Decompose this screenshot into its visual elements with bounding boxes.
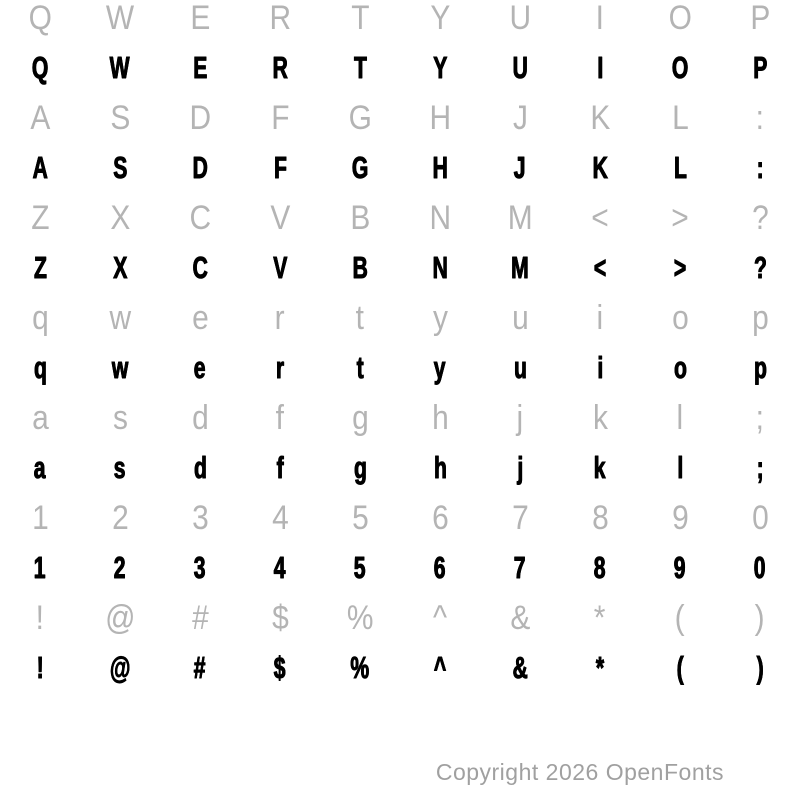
display-glyph-row [0,343,800,393]
display-glyph: 5 [354,550,366,585]
reference-glyph: u [511,298,529,337]
glyph-cell [0,93,80,143]
glyph-cell [240,393,320,443]
glyph-cell [160,493,240,543]
glyph-cell [80,393,160,443]
reference-glyph: 7 [511,498,529,537]
display-glyph: k [594,450,606,485]
display-glyph: T [353,50,367,85]
glyph-cell [160,43,240,93]
glyph-cell [400,393,480,443]
display-glyph: 8 [594,550,606,585]
glyph-cell [400,643,480,693]
reference-glyph-row [0,593,800,643]
glyph-cell [720,0,800,43]
glyph-cell [720,243,800,293]
glyph-cell [720,543,800,593]
reference-glyph: g [351,398,369,437]
reference-glyph: G [348,98,372,137]
display-glyph: E [192,50,208,85]
display-glyph: & [512,650,528,685]
reference-glyph: W [105,0,135,37]
reference-glyph-row [0,93,800,143]
display-glyph: Y [432,50,448,85]
glyph-cell [320,393,400,443]
glyph-cell [560,643,640,693]
reference-glyph: : [755,98,765,137]
glyph-cell [560,293,640,343]
display-glyph: J [514,150,526,185]
reference-glyph: O [668,0,692,37]
reference-glyph: y [432,298,448,337]
display-glyph: d [193,450,207,485]
reference-glyph: 8 [591,498,609,537]
glyph-cell [320,293,400,343]
display-glyph: a [34,450,46,485]
glyph-cell [640,393,720,443]
glyph-cell [560,393,640,443]
glyph-cell [480,293,560,343]
display-glyph: # [194,650,206,685]
glyph-cell [720,43,800,93]
glyph-cell [480,393,560,443]
glyph-cell [0,0,80,43]
glyph-cell [0,143,80,193]
display-glyph-row [0,443,800,493]
display-glyph: $ [274,650,286,685]
reference-glyph: X [110,198,130,237]
reference-glyph: 0 [751,498,769,537]
glyph-cell [80,43,160,93]
glyph-cell [560,43,640,93]
glyph-cell [240,293,320,343]
glyph-cell [640,543,720,593]
reference-glyph: K [590,98,610,137]
glyph-cell [320,193,400,243]
display-glyph: K [592,150,608,185]
display-glyph: F [273,150,287,185]
reference-glyph-row [0,0,800,43]
glyph-cell [640,93,720,143]
glyph-cell [320,543,400,593]
reference-glyph: 9 [671,498,689,537]
copyright-notice: Copyright 2026 OpenFonts [435,759,724,785]
glyph-cell [720,93,800,143]
reference-glyph: Z [30,198,50,237]
reference-glyph: U [509,0,531,37]
glyph-cell [240,243,320,293]
glyph-cell [80,143,160,193]
glyph-cell [320,493,400,543]
glyph-cell [640,143,720,193]
glyph-cell [480,143,560,193]
display-glyph: V [272,250,288,285]
glyph-cell [640,193,720,243]
glyph-cell [320,443,400,493]
reference-glyph: q [31,298,49,337]
display-glyph: 0 [754,550,766,585]
glyph-cell [240,0,320,43]
glyph-cell [80,443,160,493]
glyph-cell [560,443,640,493]
glyph-cell [560,343,640,393]
glyph-cell [0,493,80,543]
reference-glyph: I [595,0,605,37]
reference-glyph: 3 [191,498,209,537]
reference-glyph: > [671,198,689,237]
glyph-cell [720,593,800,643]
reference-glyph-row [0,493,800,543]
reference-glyph: A [30,98,50,137]
reference-glyph: k [592,398,608,437]
reference-glyph: l [676,398,684,437]
display-glyph: * [595,650,605,685]
display-glyph: q [33,350,47,385]
display-glyph: O [671,50,689,85]
glyph-cell [160,293,240,343]
glyph-cell [640,43,720,93]
glyph-cell [80,343,160,393]
display-glyph: ? [753,250,767,285]
display-glyph: A [32,150,48,185]
glyph-cell [640,343,720,393]
reference-glyph: i [596,298,604,337]
glyph-cell [480,193,560,243]
glyph-cell [240,143,320,193]
glyph-cell [480,43,560,93]
display-glyph: U [512,50,528,85]
glyph-cell [240,93,320,143]
reference-glyph: < [591,198,609,237]
glyph-cell [560,93,640,143]
glyph-cell [160,643,240,693]
glyph-cell [240,543,320,593]
glyph-cell [0,643,80,693]
display-glyph: o [673,350,687,385]
glyph-cell [720,193,800,243]
glyph-cell [640,593,720,643]
glyph-cell [560,193,640,243]
glyph-cell [640,0,720,43]
reference-glyph: ? [751,198,769,237]
reference-glyph: B [350,198,370,237]
glyph-cell [480,93,560,143]
reference-glyph: F [270,98,290,137]
glyph-cell [480,643,560,693]
glyph-cell [80,543,160,593]
display-glyph: 7 [514,550,526,585]
reference-glyph: T [350,0,370,37]
display-glyph: s [114,450,126,485]
glyph-cell [480,243,560,293]
reference-glyph: d [191,398,209,437]
glyph-cell [160,543,240,593]
display-glyph: ; [756,450,764,485]
glyph-cell [320,243,400,293]
display-glyph: C [192,250,208,285]
reference-glyph-row [0,393,800,443]
glyph-cell [0,193,80,243]
reference-glyph: & [510,598,530,637]
display-glyph: u [513,350,527,385]
reference-glyph: $ [271,598,289,637]
glyph-cell [400,193,480,243]
reference-glyph: H [429,98,451,137]
glyph-cell [400,243,480,293]
display-glyph: > [673,250,687,285]
display-glyph: g [353,450,367,485]
glyph-cell [160,243,240,293]
glyph-cell [80,193,160,243]
glyph-cell [400,0,480,43]
reference-glyph: a [31,398,49,437]
glyph-cell [720,643,800,693]
glyph-cell [0,593,80,643]
display-glyph: D [192,150,208,185]
reference-glyph: Y [430,0,450,37]
glyph-cell [240,493,320,543]
glyph-cell [640,443,720,493]
reference-glyph: P [750,0,770,37]
display-glyph: Z [33,250,47,285]
glyph-cell [160,143,240,193]
reference-glyph: N [429,198,451,237]
display-glyph: X [112,250,128,285]
reference-glyph: 4 [271,498,289,537]
glyph-cell [640,643,720,693]
display-glyph: 6 [434,550,446,585]
reference-glyph: J [512,98,528,137]
glyph-cell [80,93,160,143]
glyph-cell [320,343,400,393]
reference-glyph: r [275,298,285,337]
glyph-cell [400,343,480,393]
reference-glyph: s [112,398,128,437]
glyph-cell [240,193,320,243]
reference-glyph: ( [675,598,685,637]
reference-glyph: 1 [31,498,49,537]
reference-glyph: ^ [432,598,448,637]
display-glyph: W [110,50,130,85]
glyph-cell [0,343,80,393]
glyph-cell [720,293,800,343]
display-glyph: : [756,150,764,185]
reference-glyph: e [191,298,209,337]
reference-glyph: 2 [111,498,129,537]
glyph-cell [640,493,720,543]
display-glyph: ^ [433,650,447,685]
reference-glyph: * [594,598,606,637]
glyph-cell [400,593,480,643]
glyph-cell [320,0,400,43]
display-glyph: % [350,650,370,685]
display-glyph-row [0,43,800,93]
display-glyph: i [597,350,603,385]
glyph-cell [720,443,800,493]
glyph-cell [480,593,560,643]
reference-glyph: @ [104,598,136,637]
glyph-cell [560,493,640,543]
glyph-cell [560,243,640,293]
glyph-cell [160,593,240,643]
display-glyph-row [0,143,800,193]
glyph-cell [560,0,640,43]
glyph-cell [400,493,480,543]
glyph-cell [320,593,400,643]
glyph-cell [560,593,640,643]
reference-glyph: R [269,0,291,37]
display-glyph: y [434,350,446,385]
display-glyph: l [677,450,683,485]
reference-glyph: Q [28,0,52,37]
reference-glyph-row [0,293,800,343]
reference-glyph: S [110,98,130,137]
glyph-cell [0,543,80,593]
reference-glyph: % [346,598,374,637]
glyph-cell [160,443,240,493]
display-glyph: ! [36,650,44,685]
reference-glyph: 6 [431,498,449,537]
glyph-cell [320,43,400,93]
glyph-cell [400,293,480,343]
display-glyph-row [0,543,800,593]
display-glyph: 4 [274,550,286,585]
reference-glyph: V [270,198,290,237]
display-glyph: S [112,150,128,185]
glyph-cell [80,643,160,693]
reference-glyph: ) [755,598,765,637]
glyph-cell [720,393,800,443]
glyph-cell [560,143,640,193]
display-glyph: w [111,350,129,385]
glyph-cell [80,593,160,643]
display-glyph: N [432,250,448,285]
glyph-cell [160,93,240,143]
glyph-cell [0,293,80,343]
reference-glyph: C [189,198,211,237]
glyph-cell [400,143,480,193]
glyph-cell [240,643,320,693]
display-glyph: L [673,150,687,185]
reference-glyph: w [109,298,131,337]
glyph-cell [640,243,720,293]
glyph-cell [480,443,560,493]
display-glyph: 2 [114,550,126,585]
display-glyph-row [0,243,800,293]
display-glyph: @ [109,650,131,685]
display-glyph: Q [31,50,49,85]
display-glyph: I [597,50,603,85]
glyph-cell [720,343,800,393]
display-glyph: H [432,150,448,185]
glyph-cell [400,93,480,143]
display-glyph: 1 [34,550,46,585]
display-glyph: ) [756,650,764,685]
glyph-cell [720,493,800,543]
display-glyph: P [752,50,768,85]
glyph-cell [0,443,80,493]
display-glyph: t [356,350,364,385]
glyph-cell [240,43,320,93]
display-glyph: j [517,450,523,485]
glyph-cell [720,143,800,193]
glyph-cell [80,493,160,543]
glyph-cell [560,543,640,593]
reference-glyph: h [431,398,449,437]
display-glyph: R [272,50,288,85]
glyph-cell [80,293,160,343]
display-glyph: 9 [674,550,686,585]
display-glyph: 3 [194,550,206,585]
glyph-cell [240,343,320,393]
display-glyph: ( [676,650,684,685]
glyph-cell [480,493,560,543]
display-glyph: f [276,450,284,485]
reference-glyph: o [671,298,689,337]
reference-glyph-row [0,193,800,243]
display-glyph: B [352,250,368,285]
glyph-cell [640,293,720,343]
glyph-cell [160,343,240,393]
reference-glyph: f [275,398,285,437]
glyph-cell [160,393,240,443]
display-glyph: h [433,450,447,485]
glyph-cell [0,243,80,293]
reference-glyph: j [516,398,524,437]
glyph-cell [160,0,240,43]
reference-glyph: ; [755,398,765,437]
glyph-cell [160,193,240,243]
display-glyph: e [194,350,206,385]
glyph-cell [80,243,160,293]
reference-glyph: M [507,198,533,237]
reference-glyph: E [190,0,210,37]
reference-glyph: ! [35,598,45,637]
display-glyph: p [753,350,767,385]
glyph-cell [400,543,480,593]
glyph-cell [400,43,480,93]
reference-glyph: p [751,298,769,337]
display-glyph: r [275,350,285,385]
display-glyph: G [351,150,369,185]
glyph-cell [480,0,560,43]
glyph-cell [240,443,320,493]
display-glyph: < [593,250,607,285]
glyph-cell [240,593,320,643]
glyph-cell [480,343,560,393]
reference-glyph: L [671,98,689,137]
reference-glyph: # [191,598,209,637]
glyph-cell [400,443,480,493]
glyph-cell [0,43,80,93]
glyph-cell [320,93,400,143]
glyph-cell [480,543,560,593]
reference-glyph: t [355,298,365,337]
glyph-cell [80,0,160,43]
glyph-cell [0,393,80,443]
glyph-cell [320,143,400,193]
glyph-cell [320,643,400,693]
display-glyph-row [0,643,800,693]
reference-glyph: D [189,98,211,137]
display-glyph: M [511,250,529,285]
reference-glyph: 5 [351,498,369,537]
